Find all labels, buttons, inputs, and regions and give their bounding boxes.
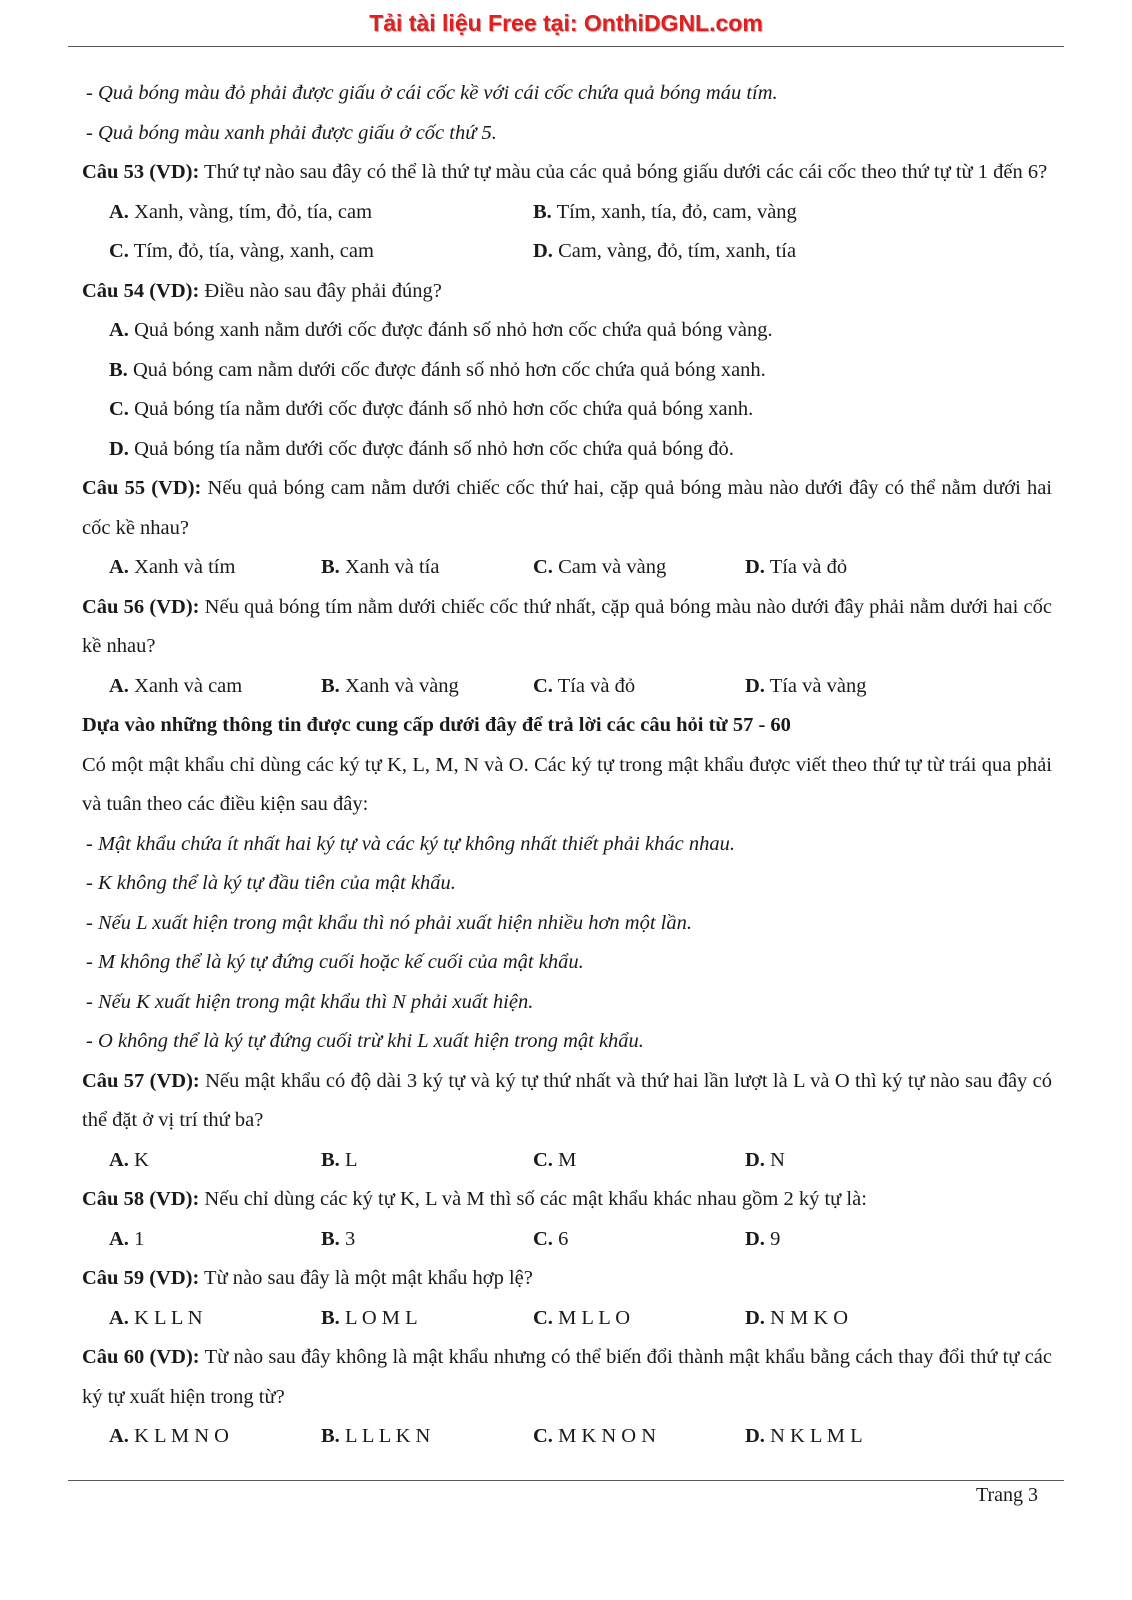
option-text: Tím, đỏ, tía, vàng, xanh, cam [128,240,374,262]
question-58 [82,1180,1052,1220]
option-text: Xanh và cam [128,674,243,697]
question-label: Câu 59 (VD): [82,1267,200,1289]
question-label: Câu 57 (VD): [82,1069,200,1092]
option-a[interactable] [82,311,1052,351]
rule-line: - Nếu K xuất hiện trong mật khẩu thì N phải xuất hiện. [86,990,534,1013]
options-row [82,667,1052,707]
question-text: Từ nào sau đây là một mật khẩu hợp lệ? [199,1267,533,1289]
option-c[interactable] [533,1299,745,1339]
section-heading: Dựa vào những thông tin được cung cấp dưới đây để trả lời các câu hỏi từ 57 - 60 [82,714,791,736]
option-letter: B. [321,1306,340,1329]
question-label: Câu 54 (VD): [82,279,200,302]
option-d[interactable] [745,1417,957,1457]
option-b[interactable] [321,548,533,588]
options-row [82,1141,1052,1181]
question-label: Câu 55 (VD): [82,477,202,499]
option-c[interactable] [533,667,745,707]
rule-line: - Nếu L xuất hiện trong mật khẩu thì nó phải xuất hiện nhiều hơn một lần. [86,911,692,934]
option-letter: B. [321,1227,340,1250]
question-53 [82,153,1052,193]
rule-line: - O không thể là ký tự đứng cuối trừ khi L xuất hiện trong mật khẩu. [86,1030,644,1052]
option-letter: B. [321,1148,340,1171]
option-letter: A. [109,1227,129,1250]
option-a[interactable] [109,1417,321,1457]
option-b[interactable] [321,1299,533,1339]
options-row [82,232,1052,272]
question-54 [82,272,1052,312]
option-text: Xanh, vàng, tím, đỏ, tía, cam [128,200,373,223]
option-text: N M K O [764,1306,849,1329]
option-text: Cam, vàng, đỏ, tím, xanh, tía [552,240,797,262]
option-b[interactable] [321,1417,533,1457]
options-row [82,193,1052,233]
option-letter: C. [533,1306,553,1329]
option-text: Quả bóng cam nằm dưới cốc được đánh số nhỏ hơn cốc chứa quả bóng xanh. [127,358,766,381]
option-b[interactable] [533,193,957,233]
option-text: Xanh và tím [128,556,236,578]
page-number: Trang 3 [975,1484,1038,1506]
option-text: Cam và vàng [552,556,667,578]
option-text: K [128,1148,149,1171]
question-text: Từ nào sau đây không là mật khẩu nhưng có thể biến đổi thành mật khẩu bằng cách thay đổi thứ tự các ký tự xuất hiện trong từ? [82,1346,1053,1408]
option-text: Tía và đỏ [764,556,848,578]
option-text: K L M N O [128,1425,229,1447]
options-row [82,1299,1052,1339]
option-d[interactable] [745,667,957,707]
question-59 [82,1259,1052,1299]
option-d[interactable] [82,430,1052,470]
rule-line: - Quả bóng màu xanh phải được giấu ở cốc thứ 5. [86,121,497,144]
question-text: Nếu quả bóng cam nằm dưới chiếc cốc thứ hai, cặp quả bóng màu nào dưới đây có thể nằm dưới hai cốc kề nhau? [82,477,1052,539]
question-label: Câu 53 (VD): [82,161,200,183]
option-letter: D. [745,674,765,697]
options-row [82,548,1052,588]
option-letter: A. [109,1425,129,1447]
question-label: Câu 58 (VD): [82,1188,200,1210]
option-text: Quả bóng tía nằm dưới cốc được đánh số nhỏ hơn cốc chứa quả bóng đỏ. [128,437,734,460]
option-d[interactable] [745,548,957,588]
question-text: Nếu quả bóng tím nằm dưới chiếc cốc thứ nhất, cặp quả bóng màu nào dưới đây phải nằm dưới hai cốc kề nhau? [82,595,1052,657]
option-letter: B. [533,200,552,223]
rule-line: - K không thể là ký tự đầu tiên của mật khẩu. [86,872,456,894]
option-d[interactable] [745,1141,957,1181]
option-c[interactable] [533,1141,745,1181]
option-text: M [552,1148,577,1171]
option-letter: D. [109,437,129,460]
option-text: 9 [764,1227,781,1250]
option-text: Xanh và tía [339,556,440,578]
option-letter: C. [533,674,553,697]
option-letter: A. [109,556,129,578]
option-text: M L L O [552,1306,630,1329]
options-row [82,1220,1052,1260]
option-text: 3 [339,1227,356,1250]
option-letter: D. [745,1425,765,1447]
question-57 [82,1062,1052,1141]
page-header-title[interactable]: Tải tài liệu Free tại: OnthiDGNL.com [369,10,763,36]
option-text: 1 [128,1227,145,1250]
option-letter: B. [109,358,128,381]
option-letter: D. [745,1148,765,1171]
option-letter: C. [533,1425,553,1447]
option-text: L L L K N [339,1425,431,1447]
question-label: Câu 56 (VD): [82,595,200,618]
option-a[interactable] [109,667,321,707]
option-d[interactable] [745,1299,957,1339]
option-a[interactable] [109,1220,321,1260]
option-text: Quả bóng xanh nằm dưới cốc được đánh số nhỏ hơn cốc chứa quả bóng vàng. [128,319,773,341]
option-c[interactable] [109,232,533,272]
option-b[interactable] [321,667,533,707]
question-60 [82,1338,1052,1417]
option-letter: A. [109,674,129,697]
option-c[interactable] [533,548,745,588]
option-text: K L L N [128,1306,203,1329]
option-a[interactable] [109,1299,321,1339]
option-letter: C. [109,240,129,262]
option-letter: B. [321,556,340,578]
option-d[interactable] [745,1220,957,1260]
option-letter: D. [745,1306,765,1329]
option-c[interactable] [533,1220,745,1260]
rule-line: - M không thể là ký tự đứng cuối hoặc kế cuối của mật khẩu. [86,951,584,973]
option-b[interactable] [321,1220,533,1260]
option-letter: C. [533,1148,553,1171]
option-text: L [339,1148,358,1171]
option-a[interactable] [109,193,533,233]
option-letter: D. [533,240,553,262]
option-letter: D. [745,1227,765,1250]
option-letter: A. [109,319,129,341]
option-text: N K L M L [764,1425,863,1447]
rule-line: - Quả bóng màu đỏ phải được giấu ở cái cốc kề với cái cốc chứa quả bóng máu tím. [86,82,778,104]
option-letter: C. [533,556,553,578]
section-intro: Có một mật khẩu chỉ dùng các ký tự K, L, M, N và O. Các ký tự trong mật khẩu được viết theo thứ tự từ trái qua phải và tuân theo các điều kiện sau đây: [82,753,1052,815]
option-text: 6 [552,1227,569,1250]
option-d[interactable] [533,232,957,272]
option-b[interactable] [82,351,1052,391]
option-a[interactable] [109,548,321,588]
option-text: Quả bóng tía nằm dưới cốc được đánh số nhỏ hơn cốc chứa quả bóng xanh. [128,398,754,420]
question-55 [82,469,1052,548]
question-56 [82,588,1052,667]
question-label: Câu 60 (VD): [82,1346,200,1368]
option-b[interactable] [321,1141,533,1181]
option-c[interactable] [82,390,1052,430]
option-letter: A. [109,1306,129,1329]
option-letter: B. [321,1425,340,1447]
header-divider [68,46,1064,47]
option-letter: C. [533,1227,553,1250]
option-letter: D. [745,556,765,578]
question-text: Nếu chỉ dùng các ký tự K, L và M thì số các mật khẩu khác nhau gồm 2 ký tự là: [199,1188,867,1210]
option-a[interactable] [109,1141,321,1181]
option-text: L O M L [339,1306,418,1329]
option-text: N [764,1148,785,1171]
option-letter: A. [109,200,129,223]
option-text: Tía và đỏ [552,674,636,697]
option-text: Tím, xanh, tía, đỏ, cam, vàng [551,200,797,223]
option-letter: C. [109,398,129,420]
option-c[interactable] [533,1417,745,1457]
question-text: Điều nào sau đây phải đúng? [199,279,442,302]
option-text: M K N O N [552,1425,657,1447]
rule-line: - Mật khẩu chứa ít nhất hai ký tự và các ký tự không nhất thiết phải khác nhau. [86,832,735,855]
document-body [82,74,1052,1457]
option-letter: A. [109,1148,129,1171]
option-text: Xanh và vàng [339,674,459,697]
option-text: Tía và vàng [764,674,867,697]
question-text: Nếu mật khẩu có độ dài 3 ký tự và ký tự thứ nhất và thứ hai lần lượt là L và O thì ký tự nào sau đây có thể đặt ở vị trí thứ ba? [82,1069,1052,1131]
footer-divider [68,1480,1064,1481]
option-letter: B. [321,674,340,697]
question-text: Thứ tự nào sau đây có thể là thứ tự màu của các quả bóng giấu dưới các cái cốc theo thứ tự từ 1 đến 6? [199,161,1048,183]
options-row [82,1417,1052,1457]
